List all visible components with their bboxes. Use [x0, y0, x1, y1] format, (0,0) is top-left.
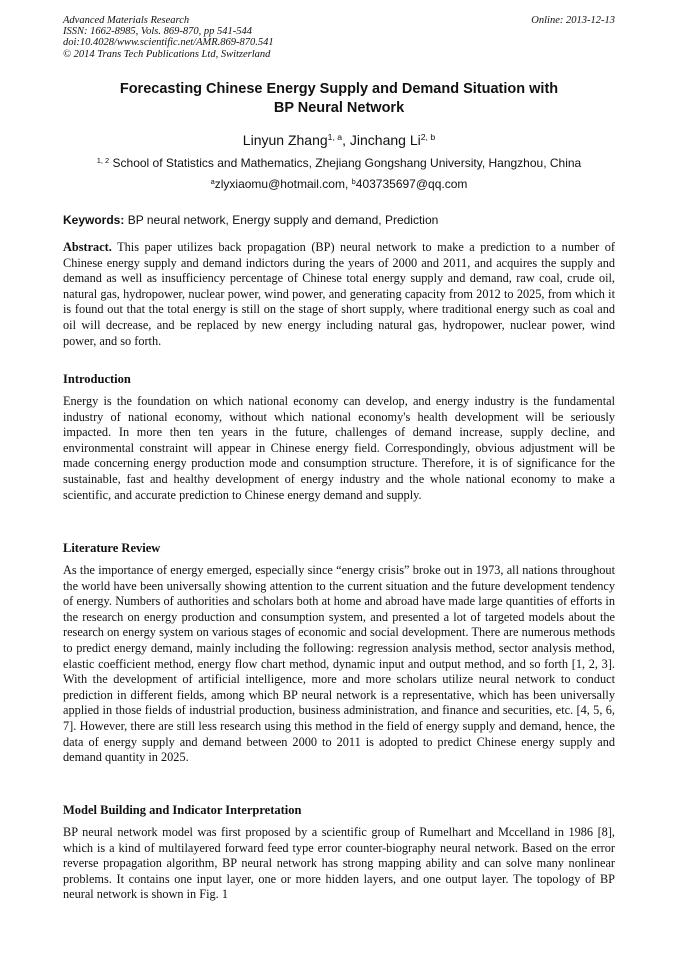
- model-body: BP neural network model was first proposed by a scientific group of Rumelhart and Mccelland in 1986 [8], which is a kind of multilayered forward feed type error counter-biography neural network. Based on the error reverse propagation algorithm, BP neural network has strong mapping ability and can solve many nonlinear problems. It contains one input layer, one or more hidden layers, and one output layer. The topology of BP neural network is shown in Fig. 1: [63, 825, 615, 902]
- affiliation: [63, 155, 615, 171]
- email-line: [63, 176, 615, 192]
- introduction-heading: Introduction: [63, 372, 131, 386]
- keywords-text: BP neural network, Energy supply and demand, Prediction: [124, 213, 439, 227]
- affiliation-sup: 1, 2: [96, 155, 110, 165]
- title-line-2: BP Neural Network: [273, 100, 405, 116]
- author-1-sup: 1, a: [327, 132, 343, 143]
- abstract-label: Abstract.: [63, 240, 112, 254]
- title-line-1: Forecasting Chinese Energy Supply and Demand Situation with: [119, 81, 559, 97]
- doi-line: doi:10.4028/www.scientific.net/AMR.869-870.541: [63, 37, 274, 49]
- abstract: [63, 240, 615, 349]
- online-date: Online: 2013-12-13: [531, 15, 615, 26]
- author-2-sup: 2, b: [420, 132, 436, 143]
- paper-title: [63, 80, 615, 118]
- keywords-label: Keywords:: [63, 213, 125, 227]
- journal-name: Advanced Materials Research: [63, 15, 190, 26]
- literature-heading: Literature Review: [63, 541, 161, 555]
- keywords: [63, 212, 615, 228]
- introduction-body: Energy is the foundation on which national economy can develop, and energy industry is the fundamental industry of national economy, without which national economy's health development will be seriously impacted. In more then ten years in the future, challenges of demand increase, supply decline, and environmental constraint will appear in Chinese energy field. Correspondingly, obvious adjustment will be made concerning energy production mode and consumption structure. Therefore, it is of significance for the sustainable, fast and healthy development of energy industry and the whole national economy to make a scientific, and accurate prediction to Chinese energy demand and supply.: [63, 394, 615, 502]
- author-line: [63, 131, 615, 149]
- model-heading: Model Building and Indicator Interpretation: [63, 803, 302, 817]
- email-a-sup: a: [210, 176, 215, 186]
- literature-body: As the importance of energy emerged, especially since “energy crisis” broke out in 1973, all nations throughout the world have been universally showing attention to the current situation and the future development tendency of energy. Numbers of authorities and scholars both at home and abroad have made large quantities of efforts in the research on energy production and consumption system, and presented a lot of targeted models about the research on energy system on various stages of economic and social development. There are numerous methods to predict energy demand, mainly including the following: regression analysis method, sector analysis method, elastic coefficient method, energy flow chart method, dynamic input and output method, and so forth [1, 2, 3]. With the development of artificial intelligence, more and more scholars utilize neural network to conduct prediction in different fields, among which BP neural network is a representative, which has been universally applied in those fields of industrial production, business administration, and finance and securities, etc. [4, 5, 6, 7]. However, there are still less research using this method in the field of energy supply and demand, hence, the data of energy supply and demand between 2000 to 2011 is adopted to predict Chinese energy supply and demand quantity in 2025.: [63, 563, 615, 765]
- affiliation-text: School of Statistics and Mathematics, Zhejiang Gongshang University, Hangzhou, China: [109, 156, 582, 170]
- email-b: 403735697@qq.com: [355, 177, 468, 191]
- issn-line: ISSN: 1662-8985, Vols. 869-870, pp 541-544: [63, 26, 252, 38]
- author-separator: ,: [342, 132, 350, 148]
- author-1-name: Linyun Zhang: [242, 132, 328, 148]
- abstract-text: This paper utilizes back propagation (BP) neural network to make a prediction to a number of Chinese energy supply and demand indictors during the years of 2000 and 2011, and acquires the supply and demand as well as insufficiency percentage of Chinese total energy supply and demand, raw coal, crude oil, natural gas, hydropower, nuclear power, wind power, and generating capacity from 2012 to 2025, from which it is found out that the total energy is still on the stage of short supply, where traditional energy such as coal and oil will decrease, and be replaced by new energy including natural gas, hydropower, nuclear power, wind power, and so forth.: [63, 240, 615, 348]
- email-b-sup: b: [351, 176, 356, 186]
- journal-header: [63, 15, 615, 60]
- copyright-line: © 2014 Trans Tech Publications Ltd, Switzerland: [63, 48, 271, 60]
- email-a: zlyxiaomu@hotmail.com: [214, 177, 345, 191]
- email-separator: ,: [344, 177, 352, 191]
- author-2-name: Jinchang Li: [349, 132, 421, 148]
